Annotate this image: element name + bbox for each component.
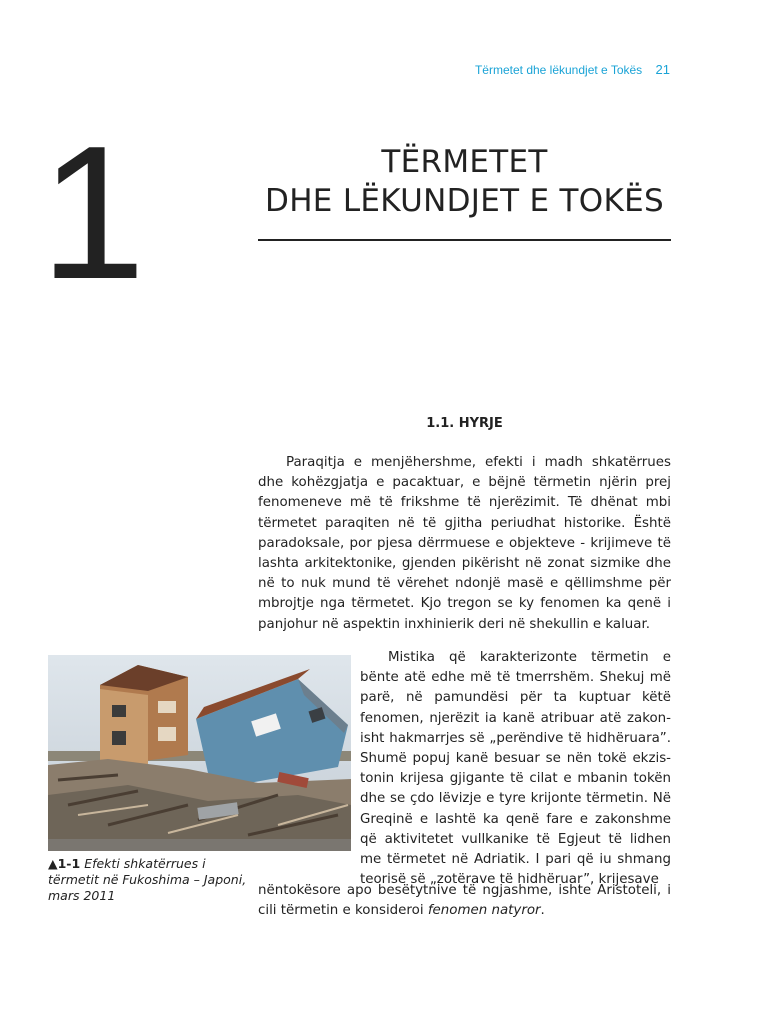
page-number: 21 xyxy=(655,62,670,77)
chapter-title xyxy=(258,143,671,221)
chapter-title-line1: TËRMETET xyxy=(381,144,548,180)
section-heading: 1.1. HYRJE xyxy=(426,416,503,431)
paragraph-2-end: . xyxy=(540,903,545,919)
paragraph-1 xyxy=(258,453,671,635)
chapter-number: 1 xyxy=(40,107,146,319)
paragraph-1-text: Paraqitja e menjëhershme, efekti i madh shkatërrues dhe kohëzgjatja e pacaktuar, e bëjnë tërmetin njërin prej fenomeneve më të frikshme të njerëzimit. Të dhënat mbi tërmetet paraqiten në të gjitha periudhat historike. Është paradoksale, por pjesa dërrmuese e objekteve - krijimeve të lashta arkitektonike, gjenden pikërisht në zonat sizmike dhe në to nuk mund të vërehet ndonjë masë e qëllimshme për mbrojtje nga tërmetet. Kjo tregon se ky fenomen ka qenë i panjohur në aspektin inxhinierik deri në shekullin e kaluar. xyxy=(258,455,671,632)
figure-caption xyxy=(48,856,258,904)
figure-caption-text: Efekti shkatërrues i tërmetit në Fukoshima – Japoni, mars 2011 xyxy=(48,856,247,903)
paragraph-2-text: Mistika që karakterizonte tërmetin e bënte atë edhe më të tmerrshëm. Shekuj më parë, në pamundësi për ta kuptuar këtë fenomen, njerëzit ia kanë atribuar atë zakon-isht hakmarrjes së „perëndive të hidhëruara”. Shumë popuj kanë besuar se nën tokë ekzis-tonin krijesa gjigante të cilat e mbanin tokën dhe se çdo lëvizje e tyre krijonte tërmetin. Në Greqinë e lashtë ka qenë fare e zakonshme që aktivitetet vullkanike të Egjeut të lidhen me tërmetet në Adriatik. I pari që iu shmang teorisë së „zotërave të hidhëruar”, krijesave xyxy=(360,650,671,888)
paragraph-2-continued xyxy=(258,881,671,921)
chapter-title-line2: DHE LËKUNDJET E TOKËS xyxy=(265,182,664,219)
title-rule xyxy=(258,239,671,241)
paragraph-2-continued-plain: nëntokësore apo besëtytnive të ngjashme, ishte Aristoteli, i cili tërmetin e konsideroi xyxy=(258,883,671,919)
paragraph-2-emphasis: fenomen natyror xyxy=(427,903,541,919)
figure-label: ▲1-1 xyxy=(48,856,81,871)
running-title: Tërmetet dhe lëkundjet e Tokës xyxy=(474,63,643,77)
paragraph-2 xyxy=(360,648,671,890)
paragraph-2-continued-text xyxy=(258,881,671,921)
earthquake-photo xyxy=(48,655,351,851)
running-header xyxy=(475,62,670,77)
